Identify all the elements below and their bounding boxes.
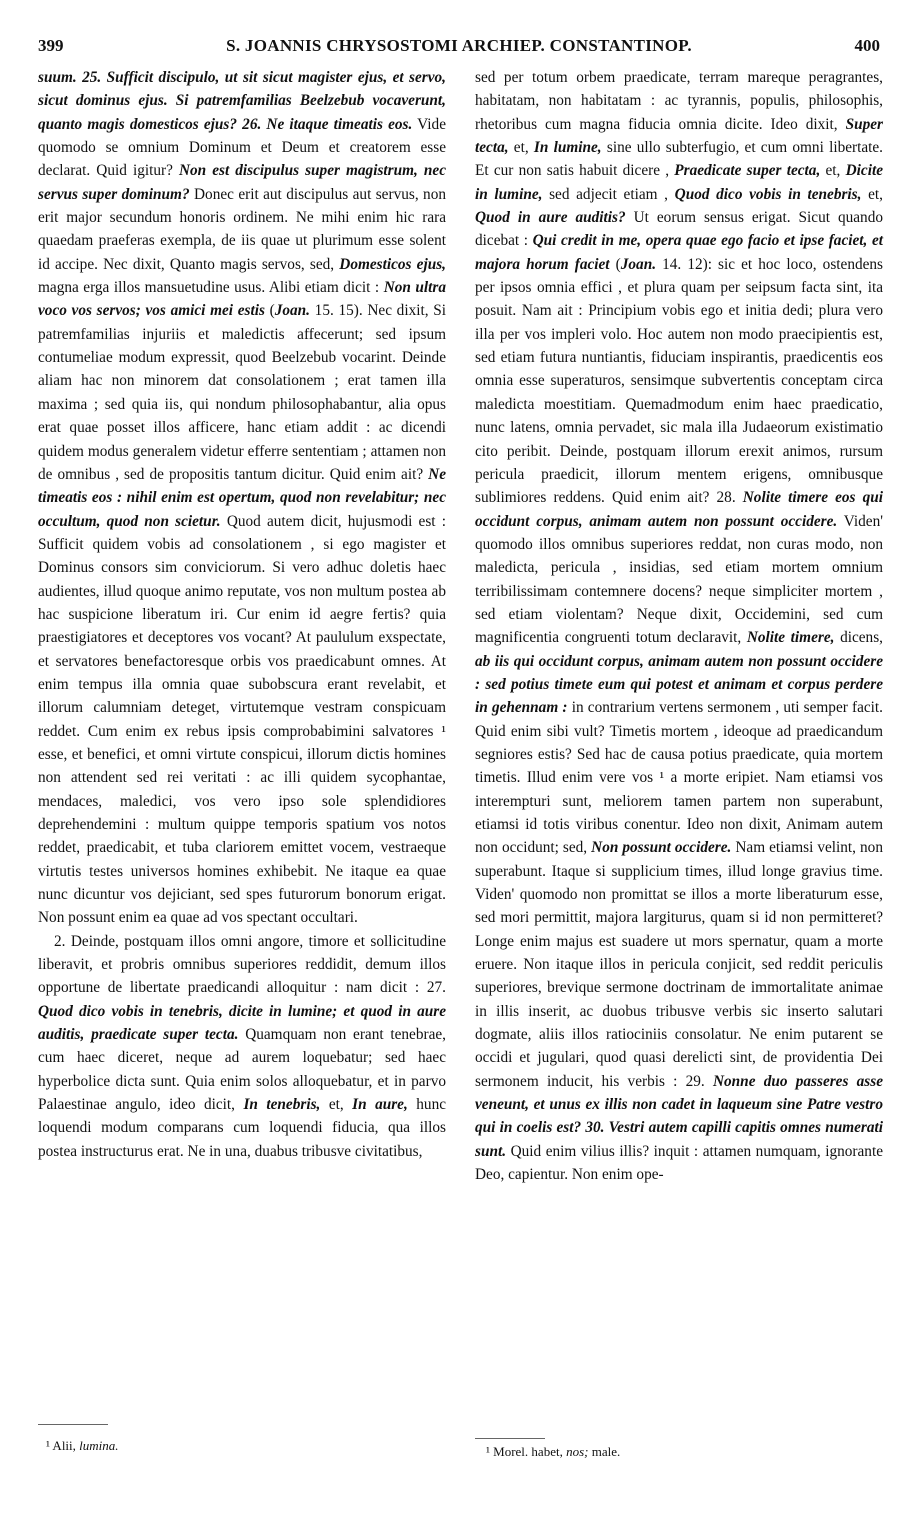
italic-run: Joan. [274,302,310,320]
text-run: dicens, [834,629,883,647]
italic-run: suum. 25. Sufficit discipulo, ut sit sicut magister ejus, et servo, sicut dominus ejus. Si patremfamilias Beelzebub vocaverunt, quanto magis domesticos ejus? 26. Ne itaque timeatis eos. [38,69,446,133]
text-run: et, [861,185,883,203]
italic-run: lumina. [79,1438,119,1453]
italic-run: Non ultra voco vos servos; vos amici mei estis [38,279,446,320]
text-run: 15. 15). Nec dixit, Si patremfamilias injuriis et maledictis affecerunt; sed ipsum contumeliae modum expressit, quod Beelzebub vocarint. Deinde aliam hac non minorem dat consolationem ; erat tamen illa maxima ; sed quia iis, qui nondum philosophabantur, alia opus erat quae posset illos afficere, hanc etiam addit : ac dicendi quidem modus generalem videtur efferre sententiam ; attamen non de omnibus , sed de propositis tantum dicitur. Quid enim ait? [38,302,446,483]
italic-run: Quod in aure auditis? [475,209,626,227]
text-run: male. [588,1444,621,1459]
text-run: Nam etiamsi velint, non superabunt. Itaque si supplicium times, illud longe gravius time. Viden' quomodo non promittat se illos a morte liberaturum esse, sed mori permittit, majora largiturus, quam si id non permitteret? Longe enim majus est suadere ut mors spernatur, quam a morte eruere. Non itaque illos in pericula conjicit, sed reddit periculis superiores, brevique sermone doctrinam de immortalitate animae in illis inserit, ac duobus tribusve verbis sic inserto salutari dogmate, aliis illos ratiociniis consolatur. Ne enim putarent se occidi et jugulari, quod quasi derelicti sint, de providentia Dei sermonem inducit, his verbis : 29. [475,839,883,1090]
italic-run: Joan. [620,255,657,273]
italic-run: Nolite timere, [746,629,835,647]
text-run: Quod autem dicit, hujusmodi est : Sufficit quidem vobis ad consolationem , si ego magister et Dominus consors sim conviciorum. Si vero adhuc doletis haec audientes, illud quoque animo reputate, vos non multum postea ab hac suspicione liberatum iri. Cur enim id aegre fertis? quia praestigiatores et deceptores vos vocant? At paululum exspectate, et servatores benefactoresque orbis vos praedicabunt omnes. At enim tempus illa omnia quae subobscura erant revelabit, et illorum calumniam deteget, virtutemque vestram conspicuam reddet. Cum enim ex rebus ipsis comprobabimini salvatores ¹ esse, et benefici, et omni virtute conspicui, illorum dictis homines non attendent sed rei veritati : ac illi quidem sycophantae, mendaces, maledici, vos vero ipso sole splendidiores deprehendemini : multum quippe temporis spatium vos notos reddet, praedicabit, et tuba clariorem emittet vocem, vestraeque virtutis testes universos homines exhibebit. Ne itaque ea quae nunc dicuntur vos dejiciant, sed spes futurorum bonorum erigat. Non possunt enim ea quae ad vos spectant occultari. [38,512,446,927]
text-run: Quamquam non erant tenebrae, cum haec diceret, neque ad aurem loquebatur; sed haec hyperbolice dicta sunt. Quia enim solos alloquebatur, et in parvo Palaestinae angulo, ideo dicit, [38,1026,446,1114]
text-run: in contrarium vertens sermonem , uti semper facit. Quid enim sibi vult? Timetis mortem , ideoque ad praedicandum segniores estis? Sed hac de causa potius praedicate, quia mortem timetis. Illud enim vere vos ¹ a morte eripiet. Nam etiamsi vos interempturi sunt, meliorem tamen partem non superabunt, etiamsi id totis viribus conentur. Ideo non dixit, Animam autem non occidunt; sed, [475,699,884,857]
text-run: Ut eorum sensus erigat. Sicut quando dicebat : [475,209,883,250]
text-run: ¹ Morel. habet, [486,1444,567,1459]
italic-run: Quod dico vobis in tenebris, [674,185,862,203]
running-title: S. JOANNIS CHRYSOSTOMI ARCHIEP. CONSTANTINOP. [226,36,692,55]
italic-run: Non est discipulus super magistrum, nec servus super dominum? [38,162,446,203]
italic-run: Ne timeatis eos : nihil enim est opertum, quod non revelabitur; nec occultum, quod non scietur. [38,465,446,530]
italic-run: nos; [566,1444,589,1459]
italic-run: In aure, [352,1096,408,1114]
footnote-left [46,1438,426,1454]
italic-run: In lumine, [533,139,602,157]
text-run: sed per totum orbem praedicate, terram mareque peragrantes, habitatam, non habitatam : ac tyrannis, populis, philosophis, rhetoribus cum magna fiducia omnia dicite. Ideo dixit, [475,69,883,133]
right-column [475,66,883,1187]
text-run: 2. Deinde, postquam illos omni angore, timore et sollicitudine liberavit, et probris omnibus superiores reddidit, demum illos opportune de libertate praedicandi alloquitur : nam dicit : 27. [38,932,446,997]
page-number-left: 399 [38,36,64,55]
text-run: Viden' quomodo illos omnibus superiores reddat, non curas modo, non maledicta, pericula , insidias, sed etiam mortem omnium terribilissimam contemnere docens? neque simpliciter mortem , sed etiam violentam? Neque dixit, Occidemini, sed cum magnificentia congruenti totum declaravit, [475,512,883,647]
italic-run: Praedicate super tecta, [674,162,821,180]
left-paragraph-1 [38,66,446,930]
italic-run: Non possunt occidere. [591,839,732,857]
italic-run: Nonne duo passeres asse veneunt, et unus ex illis non cadet in laqueum sine Patre vestro qui in coelis est? 30. Vestri autem capilli capitis omnes numerati sunt. [475,1072,883,1160]
running-header [38,36,880,62]
text-run: Vide quomodo se omnium Dominum et Deum et creatorem esse declarat. Quid igitur? [38,115,446,180]
footnote-rule-right [475,1438,545,1439]
left-paragraph-2 [38,930,446,1163]
italic-run: Domesticos ejus, [339,255,446,273]
text-run: sine ullo subterfugio, et cum omni libertate. Et cur non satis habuit dicere , [475,139,883,180]
text-run: 14. 12): sic et hoc loco, ostendens per ipsos omnia effici , et plura quam per seipsum facta sint, ita posuit. Nam ait : Principium vobis ego et initia dedi; plura vero illa per vos impleri volo. Hoc autem non modo praecipientis est, sed etiam futura nuntiantis, fiduciam inspirantis, praedicentis eos omnia esse superaturos, sensimque subvertentis conceptam circa maledicta moestitiam. Quemadmodum enim haec praedicatio, nunc latens, omnia pervadet, sic mala illa Judaeorum existimatio cito peribit. Deinde, postquam illorum erexit animos, rursum pericula praedicit, illorum mentem erigens, omnibusque sublimiores reddens. Quid enim ait? 28. [475,255,884,507]
text-run: et, [820,162,846,180]
text-run: hunc loquendi modum comparans cum loquendi fiducia, qua illos postea instructurus erat. Ne in una, duabus tribusve civitatibus, [38,1096,447,1160]
right-paragraph-1 [475,66,883,1187]
italic-run: Quod dico vobis in tenebris, dicite in lumine; et quod in aure auditis, praedicate super tecta. [38,1002,446,1044]
footnote-rule-left [38,1424,108,1425]
page-number-right: 400 [854,36,880,55]
text-run: et, [320,1096,353,1114]
footnote-right [486,1444,866,1460]
text-run: ( [264,302,275,320]
text-run: ( [609,255,621,273]
text-run: magna erga illos mansuetudine usus. Alibi etiam dicit : [38,279,384,297]
italic-run: Dicite in lumine, [475,162,883,203]
italic-run: In tenebris, [243,1096,321,1114]
text-run: sed adjecit etiam , [542,185,675,203]
italic-run: Qui credit in me, opera quae ego facio et ipse faciet, et majora horum faciet [475,232,883,273]
text-run: Quid enim vilius illis? inquit : attamen numquam, ignorante Deo, capientur. Non enim ope- [475,1142,883,1184]
left-column [38,66,446,1163]
text-run: ¹ Alii, [46,1438,80,1453]
italic-run: Super tecta, [475,115,883,157]
text-run: et, [508,139,534,157]
italic-run: ab iis qui occidunt corpus, animam autem non possunt occidere : sed potius timete eum qui potest et animam et corpus perdere in gehennam : [475,652,883,717]
text-run: Donec erit aut discipulus aut servus, non erit major secundum honoris ordinem. Ne mihi enim hic rara quaedam praeferas exempla, de iis quae ut plurimum esse solent id accipe. Nec dixit, Quanto magis servos, sed, [38,185,446,273]
italic-run: Nolite timere eos qui occidunt corpus, animam autem non possunt occidere. [475,489,884,530]
